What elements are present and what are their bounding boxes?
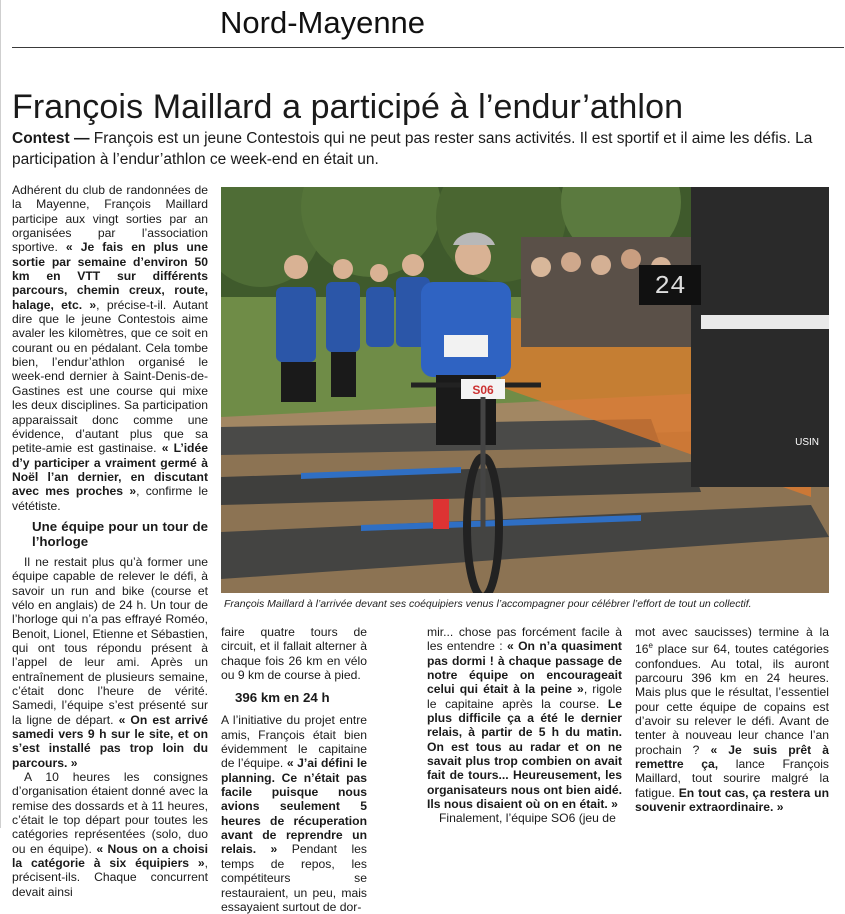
intertitle: 396 km en 24 h (235, 690, 330, 706)
article-lead (12, 128, 832, 170)
column-4 (635, 625, 829, 815)
text-run: Adhérent du club de randonnées de la Mayenne, François Maillard participe aux vingt sorties par an organisées par l’association sportive. (12, 183, 208, 255)
section-title: Nord-Mayenne (220, 5, 426, 40)
paragraph: Finalement, l’équipe SO6 (jeu de (439, 811, 616, 826)
lead-text: François est un jeune Contestois qui ne peut pas rester sans activités. Il est sportif et il aime les défis. La participation à l’endur’athlon ce week-end en était un. (12, 130, 813, 168)
quote: « J’ai défini le planning. Ce n’était pas facile puisque nous avions seulement 5 heures de récuperation avant de reprendre un relais. » (221, 756, 367, 857)
bike-plate: S06 (472, 383, 494, 397)
quote: « Je suis prêt à remettre ça, (635, 742, 829, 772)
paragraph: faire quatre tours de circuit, et il fallait alterner à chaque fois 26 km en vélo ou 9 km de course à pied. (221, 625, 367, 683)
column-1 (12, 183, 208, 899)
text-run: mir... chose pas forcément facile à les entendre : (427, 625, 622, 654)
text-run: Pendant les temps de repos, les compétiteurs se restauraient, un peu, mais essayaient surtout de dor- (221, 842, 368, 914)
text-run: place sur 64, toutes catégories confondues. Au total, ils auront parcouru 396 km en 24 heures. Mais plus que le résultat, l’essentiel pour cette équipe de copains est d’avoir su relever le défi. Avant de tenter à nouveau leur chance l’an prochain ? (635, 642, 829, 757)
quote: En tout cas, ça restera un souvenir extraordinaire. » (635, 785, 829, 815)
banner-text: USIN (795, 437, 819, 448)
text-run: , confirme le vététiste. (12, 484, 208, 513)
quote: « On est arrivé samedi vers 9 h sur le site, et on s’est installé pas trop loin du parcours. » (12, 712, 208, 770)
quote: « On n’a quasiment pas dormi ! à chaque passage de notre équipe on encourageait celui qui était à la peine » (427, 639, 622, 697)
text-run: A 10 heures les consignes d’organisation étaient donné avec la remise des dossards et à 11 heures, c’était le top départ pour toutes les catégories représentées (solo, duo ou en équipe). (12, 770, 208, 856)
text-run: , rigole le capitaine après la course. (427, 682, 622, 711)
paragraph (12, 555, 208, 770)
column-3 (427, 625, 622, 826)
article-photo (221, 187, 829, 593)
lead-dateline: Contest — (12, 130, 90, 147)
quote: « Nous on a choisi la catégorie à six équipiers » (12, 841, 208, 871)
text-run: lance François Maillard, tout sourire malgré la fatigue. (635, 757, 829, 800)
ordinal-superscript: e (648, 641, 653, 651)
quote: « L’idée d’y participer a vraiment germé à Noël l’an dernier, en discutant avec mes proches » (12, 441, 208, 499)
text-run: mot avec saucisses) termine à la 16 (635, 625, 829, 657)
paragraph (12, 183, 208, 513)
paragraph (12, 770, 208, 899)
text-run: Il ne restait plus qu’à former une équipe capable de relever le défi, à savoir un run and bike (course et vélo en anglais) de 24 h. Un tour de l’horloge qui n’a pas effrayé Roméo, Benoit, Lionel, Etienne et Sébastien, qui ont tous répondu présent à l’appel de leur ami. Après un entraînement de plusieurs semaine, c’était donc l’heure de vérité. Samedi, l’équipe s’est présenté sur la ligne de départ. (12, 554, 208, 727)
timer-display: 24 (654, 271, 686, 301)
article-headline: François Maillard a participé à l’endur’athlon (12, 88, 684, 126)
text-run: A l’initiative du projet entre amis, François était bien évidemment le capitaine de l’équipe. (221, 713, 367, 771)
photo-caption: François Maillard à l’arrivée devant ses coéquipiers venus l’accompagner pour célébrer l’effort de tout un collectif. (224, 598, 752, 610)
paragraph (221, 713, 367, 914)
paragraph (427, 625, 622, 811)
text-run: , précisent-ils. Chaque concurrent devait ainsi (12, 856, 208, 899)
quote: « Je fais en plus une sortie par semaine d’environ 50 km en VTT sur différents parcours, chemin creux, route, halage, etc. » (12, 240, 208, 312)
text-run: , précise-t-il. Autant dire que le jeune Contestois aime avaler les kilomètres, que ce soit en courant ou en pédalant. Cela tombe bien, l’endur’athlon organisé le week-end dernier à Saint-Denis-de-Gastines est une course qui mixe les deux disciplines. Sa participation apparaissait donc comme une évidence, d’autant plus que sa petite-amie est gastinaise. (12, 297, 208, 456)
paragraph (635, 625, 829, 815)
column-2 (221, 625, 367, 914)
section-rule (12, 47, 844, 48)
page-left-border (0, 0, 1, 828)
intertitle: Une équipe pour un tour de l’horloge (32, 518, 208, 549)
quote: Le plus difficile ça a été le dernier relais, à partir de 5 h du matin. On est tous au radar et on ne savait plus trop combien on avait fait de tours... Heureusement, les organisateurs nous ont bien aidé. Ils nous disaient où on en était. » (427, 696, 622, 812)
